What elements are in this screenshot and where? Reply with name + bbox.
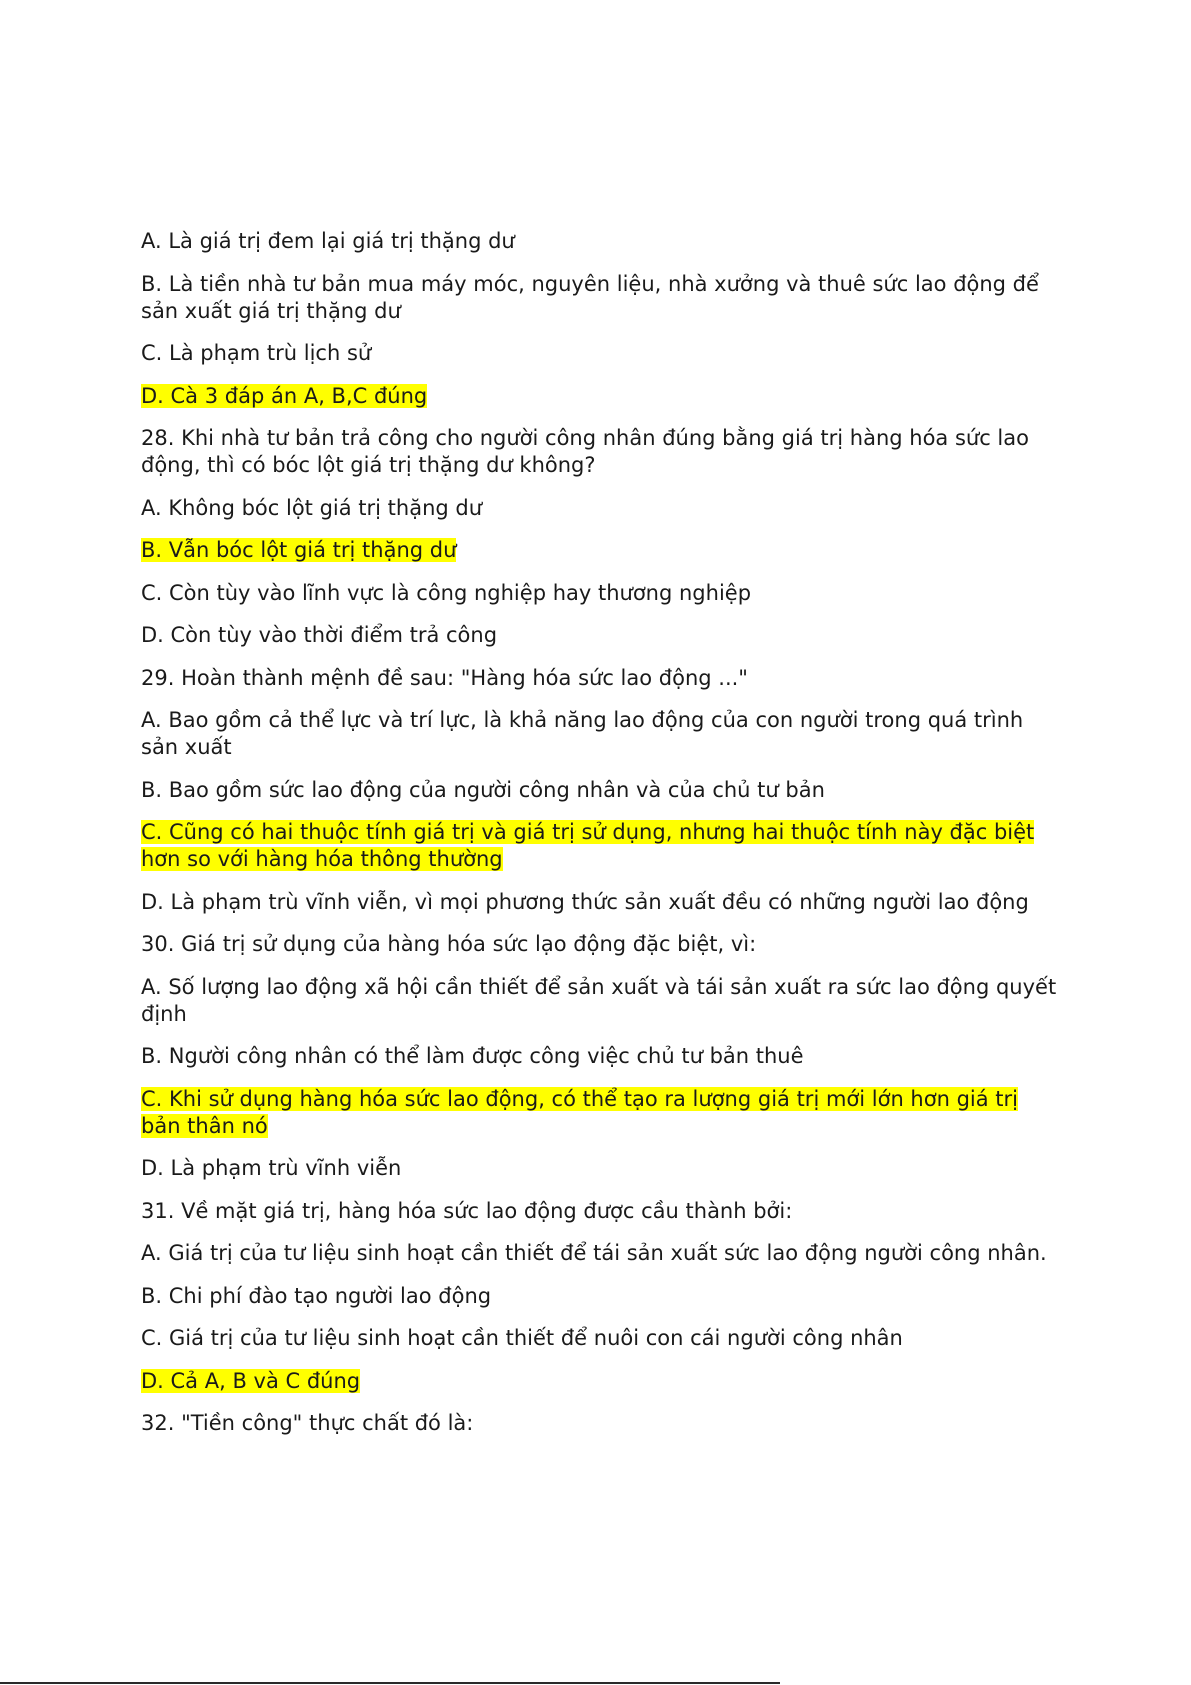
question: 29. Hoàn thành mệnh đề sau: "Hàng hóa sức lao động ..." [141, 665, 748, 690]
answer-option: D. Là phạm trù vĩnh viễn [141, 1156, 402, 1180]
answer-option: A. Giá trị của tư liệu sinh hoạt cần thiết để tái sản xuất sức lao động người công nhân. [141, 1241, 1047, 1265]
answer-option: C. Giá trị của tư liệu sinh hoạt cần thiết để nuôi con cái người công nhân [141, 1326, 903, 1350]
answer-option: B. Bao gồm sức lao động của người công nhân và của chủ tư bản [141, 777, 825, 802]
question: 32. "Tiền công" thực chất đó là: [141, 1411, 474, 1435]
document-body [141, 228, 1061, 1453]
answer-option: A. Không bóc lột giá trị thặng dư [141, 495, 483, 520]
page-bottom-rule [0, 1682, 780, 1684]
question: 28. Khi nhà tư bản trả công cho người công nhân đúng bằng giá trị hàng hóa sức lao động, thì có bóc lột giá trị thặng dư không? [141, 426, 1029, 477]
correct-answer: D. Cà 3 đáp án A, B,C đúng [141, 383, 428, 408]
answer-option: A. Bao gồm cả thể lực và trí lực, là khả năng lao động của con người trong quá trình sản xuất [141, 708, 1024, 759]
answer-option: D. Còn tùy vào thời điểm trả công [141, 623, 498, 647]
answer-option: C. Là phạm trù lịch sử [141, 341, 372, 365]
answer-option: B. Người công nhân có thể làm được công việc chủ tư bản thuê [141, 1044, 804, 1068]
answer-option: A. Số lượng lao động xã hội cần thiết để sản xuất và tái sản xuất ra sức lao động quyết định [141, 974, 1057, 1026]
answer-option: A. Là giá trị đem lại giá trị thặng dư [141, 229, 515, 253]
answer-option: B. Chi phí đào tạo người lao động [141, 1283, 492, 1308]
answer-option: C. Còn tùy vào lĩnh vực là công nghiệp hay thương nghiệp [141, 580, 752, 605]
correct-answer: B. Vẫn bóc lột giá trị thặng dư [141, 538, 457, 562]
question: 30. Giá trị sử dụng của hàng hóa sức lạo động đặc biệt, vì: [141, 932, 757, 956]
correct-answer: C. Khi sử dụng hàng hóa sức lao động, có thể tạo ra lượng giá trị mới lớn hơn giá trị bản thân nó [141, 1086, 1018, 1138]
answer-option: B. Là tiền nhà tư bản mua máy móc, nguyên liệu, nhà xưởng và thuê sức lao động để sản xuất giá trị thặng dư [141, 271, 1039, 323]
question: 31. Về mặt giá trị, hàng hóa sức lao động được cầu thành bởi: [141, 1198, 793, 1223]
answer-option: D. Là phạm trù vĩnh viễn, vì mọi phương thức sản xuất đều có những người lao động [141, 889, 1029, 914]
correct-answer: D. Cả A, B và C đúng [141, 1368, 361, 1393]
correct-answer: C. Cũng có hai thuộc tính giá trị và giá trị sử dụng, nhưng hai thuộc tính này đặc biệt hơn so với hàng hóa thông thường [141, 820, 1035, 871]
